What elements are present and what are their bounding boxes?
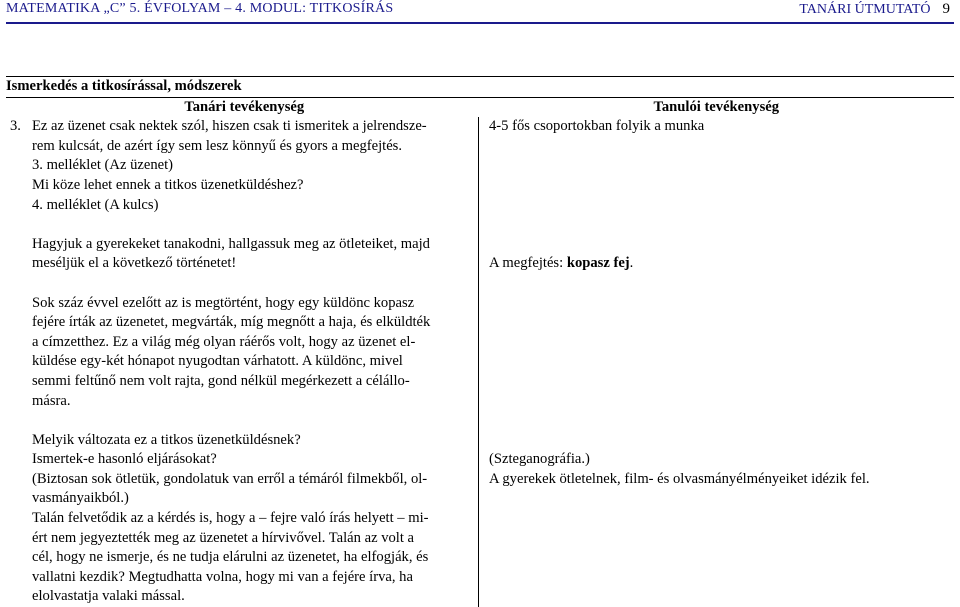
question-line5: Talán felvetődik az a kérdés is, hogy a – fejre való írás helyett – mi- (32, 510, 429, 527)
student-group-work: 4-5 fős csoportokban folyik a munka (489, 118, 705, 135)
question-line8: vallatni kezdik? Megtudhatta volna, hogy mi van a fejére írva, ha (32, 568, 413, 585)
teacher-p1-line4: Mi köze lehet ennek a titkos üzenetküldéshez? (32, 176, 304, 193)
student-solution (489, 254, 954, 274)
header-guide-text: TANÁRI ÚTMUTATÓ (799, 2, 931, 17)
teacher-p2-line2: meséljük el a következő történetet! (32, 255, 237, 272)
teacher-p1-line1: Ez az üzenet csak nektek szól, hiszen csak ti ismeritek a jelrendsze- (32, 118, 427, 135)
table-title-row (6, 77, 954, 98)
student-steganography: (Szteganográfia.) (489, 451, 590, 468)
student-ideas: A gyerekek ötletelnek, film- és olvasmányélményeiket idézik fel. (489, 470, 870, 487)
teacher-p1-line3: 3. melléklet (Az üzenet) (32, 157, 174, 174)
question-line4: vasmányaikból.) (32, 490, 129, 507)
page-header (0, 0, 960, 22)
story-line2: fejére írták az üzenetet, megvárták, míg megnőtt a haja, és elküldték (32, 314, 431, 331)
story-line5: semmi feltűnő nem volt rajta, gond nélkül megérkezett a célállo- (32, 372, 410, 389)
question-line2: Ismertek-e hasonló eljárásokat? (32, 451, 217, 468)
item-number: 3. (10, 118, 21, 135)
page-number: 9 (942, 1, 950, 17)
story-line3: a címzetthez. Ez a világ még olyan ráérős volt, hogy az üzenet el- (32, 333, 416, 350)
header-rule (6, 22, 954, 24)
teacher-p1-line5: 4. melléklet (A kulcs) (32, 196, 159, 213)
story-line6: másra. (32, 392, 71, 409)
teacher-activity-cell (6, 117, 479, 607)
column-header-student: Tanulói tevékenység (653, 98, 780, 115)
solution-suffix: . (629, 255, 634, 272)
teacher-p1-line2: rem kulcsát, de azért így sem lesz könnyű és gyors a megfejtés. (32, 137, 402, 154)
question-line1: Melyik változata ez a titkos üzenetküldésnek? (32, 431, 301, 448)
question-line7: cél, hogy ne ismerje, és ne tudja elárulni az üzenetet, ha elfogják, és (32, 549, 429, 566)
table-row (6, 117, 954, 607)
activity-table (6, 76, 954, 607)
question-line9: elolvastatja valaki mással. (32, 588, 185, 605)
solution-prefix: A megfejtés: (489, 255, 567, 272)
column-header-row (6, 97, 954, 117)
student-activity-cell (479, 117, 955, 607)
numbered-item (10, 117, 478, 137)
header-course-title: MATEMATIKA „C” 5. ÉVFOLYAM – 4. MODUL: TITKOSÍRÁS (6, 1, 394, 16)
teacher-p2-line1: Hagyjuk a gyerekeket tanakodni, hallgassuk meg az ötleteiket, majd (32, 235, 430, 252)
question-line3: (Biztosan sok ötletük, gondolatuk van erről a témáról filmekből, ol- (32, 470, 428, 487)
header-guide-label (799, 1, 950, 18)
question-line6: ért nem jegyeztették meg az üzenetet a hírvivővel. Talán az volt a (32, 529, 415, 546)
column-header-teacher: Tanári tevékenység (184, 98, 305, 115)
story-line1: Sok száz évvel ezelőtt az is megtörtént, hogy egy küldönc kopasz (32, 294, 415, 311)
solution-answer: kopasz fej (566, 255, 630, 272)
story-line4: küldése egy-két hónapot nyugodtan várhatott. A küldönc, mivel (32, 353, 403, 370)
table-title: Ismerkedés a titkosírással, módszerek (6, 77, 954, 98)
